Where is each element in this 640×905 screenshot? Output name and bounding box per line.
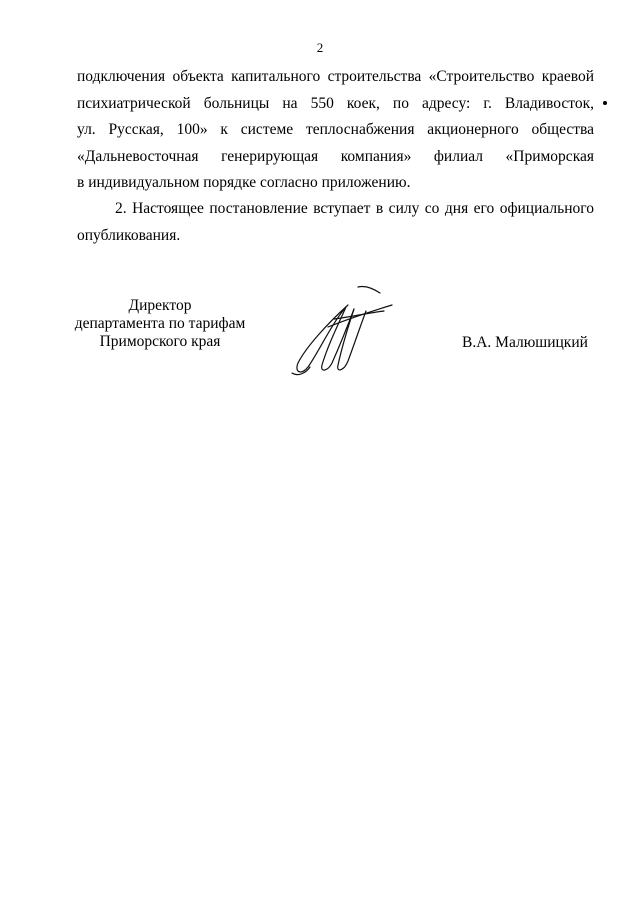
paragraph-line: 2. Настоящее постановление вступает в силу со дня его официального bbox=[115, 200, 594, 217]
signatory-name: В.А. Малюшицкий bbox=[462, 334, 588, 351]
page-number: 2 bbox=[316, 40, 324, 55]
paragraph-line: «Дальневосточная генерирующая компания» филиал «Приморская bbox=[77, 147, 594, 165]
paragraph-line: в индивидуальном порядке согласно приложению. bbox=[77, 174, 411, 191]
stray-mark bbox=[603, 101, 607, 105]
paragraph-line: подключения объекта капитального строительства «Строительство краевой bbox=[77, 68, 594, 85]
position-line: департамента по тарифам bbox=[74, 315, 246, 332]
paragraph-line: ул. Русская, 100» к системе теплоснабжения акционерного общества bbox=[77, 121, 594, 138]
paragraph-2 bbox=[77, 196, 594, 249]
paragraph-line: психиатрической больницы на 550 коек, по адресу: г. Владивосток, bbox=[77, 94, 594, 112]
paragraph-line: опубликования. bbox=[77, 226, 181, 244]
position-line: Приморского края bbox=[99, 333, 221, 350]
signatory-position bbox=[70, 297, 250, 351]
paragraph-1 bbox=[77, 64, 594, 197]
handwritten-signature bbox=[288, 283, 398, 378]
position-line: Директор bbox=[128, 297, 192, 314]
